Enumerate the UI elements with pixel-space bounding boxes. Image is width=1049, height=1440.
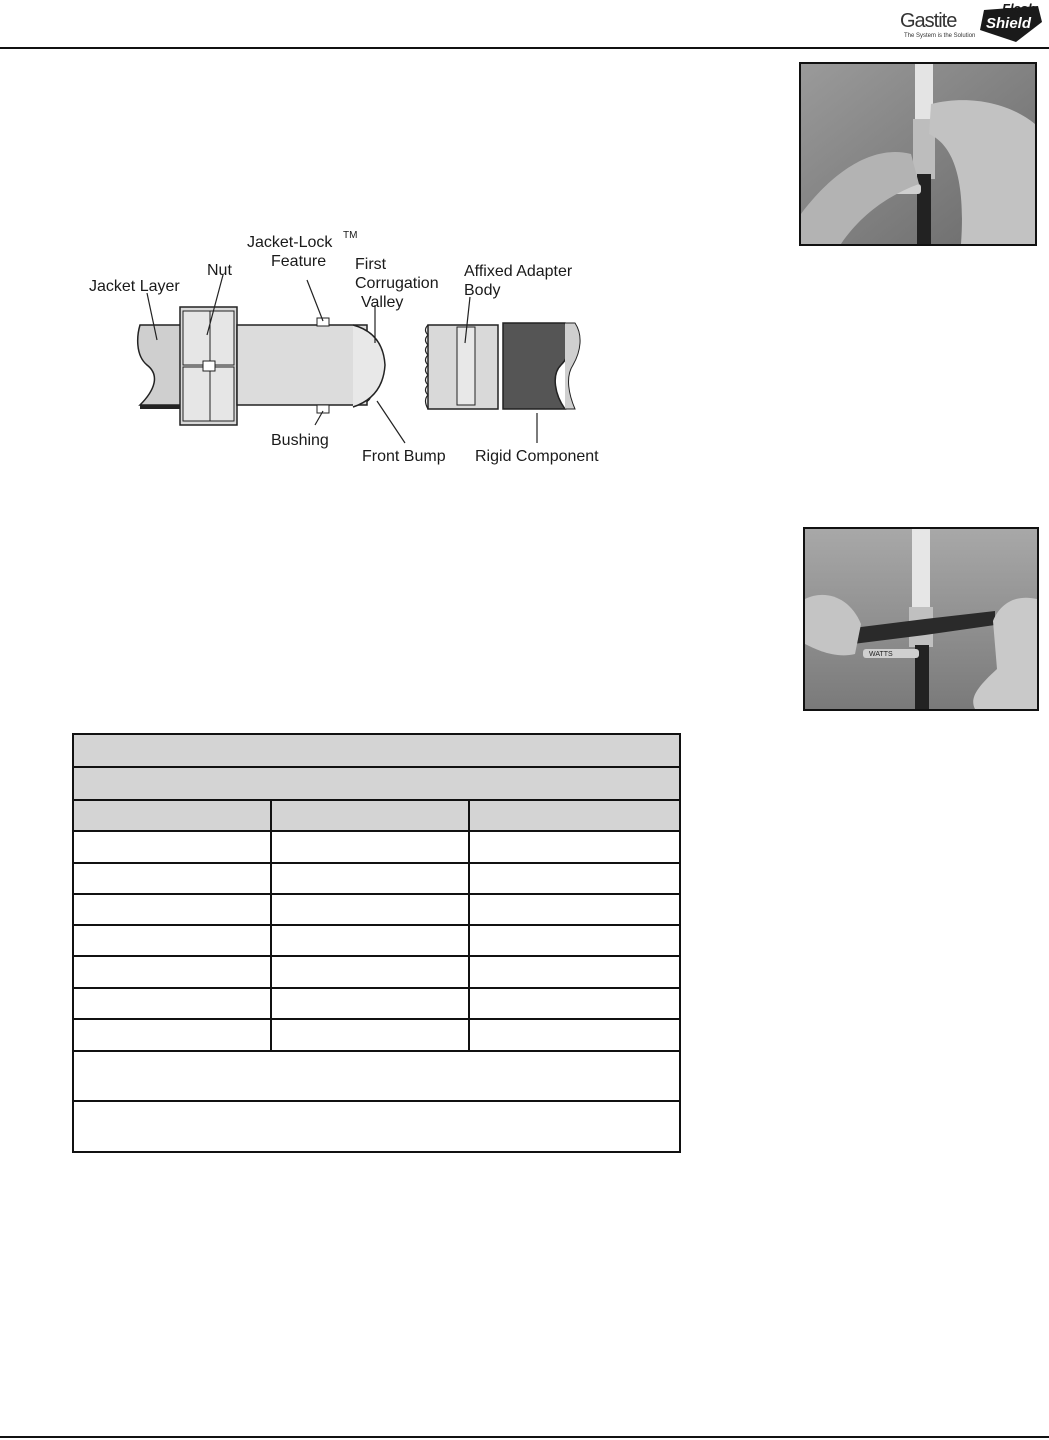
table-header-cell	[272, 801, 470, 830]
label-body: Body	[464, 282, 501, 299]
table-cell	[272, 864, 470, 893]
table-row	[74, 895, 679, 926]
table-header-cell	[74, 801, 272, 830]
table-cell	[74, 832, 272, 862]
label-rigid-component: Rigid Component	[475, 448, 599, 465]
header-rule	[0, 47, 1049, 49]
table-cell	[272, 989, 470, 1018]
table-cell	[74, 989, 272, 1018]
table-row	[74, 1020, 679, 1052]
table-row	[74, 926, 679, 957]
table-cell	[470, 864, 679, 893]
label-nut: Nut	[207, 262, 232, 279]
table-row	[74, 832, 679, 864]
table-cell	[272, 957, 470, 987]
table-cell	[470, 832, 679, 862]
table-subtitle-row	[74, 768, 679, 801]
table-title	[74, 735, 679, 766]
table-cell	[272, 926, 470, 955]
label-valley: Valley	[361, 294, 404, 311]
table-cell	[470, 895, 679, 924]
label-first: First	[355, 256, 387, 273]
gastite-wordmark: Gastite	[900, 10, 957, 32]
fitting-assembly-diagram	[85, 225, 625, 470]
table-note-row	[74, 1052, 679, 1102]
table-cell	[272, 1020, 470, 1050]
bottom-valve-label: WATTS	[869, 651, 893, 658]
label-jacket-layer: Jacket Layer	[89, 278, 180, 295]
label-jacket-lock: Jacket-Lock	[247, 234, 333, 251]
table-row	[74, 864, 679, 895]
table-cell	[74, 895, 272, 924]
table-cell	[470, 957, 679, 987]
table-row	[74, 989, 679, 1020]
table-cell	[272, 832, 470, 862]
table-cell	[272, 895, 470, 924]
label-bushing: Bushing	[271, 432, 329, 449]
footer-rule	[0, 1436, 1049, 1438]
table-subtitle	[74, 768, 679, 799]
label-affixed-adapter: Affixed Adapter	[464, 263, 573, 280]
gastite-tagline: The System is the Solution	[904, 33, 976, 39]
table-cell	[74, 926, 272, 955]
photo-wrench-tighten-fitting	[803, 527, 1039, 711]
table-row	[74, 957, 679, 989]
table-cell	[470, 1020, 679, 1050]
table-note	[74, 1052, 679, 1100]
photo-hand-tighten-fitting	[799, 62, 1037, 246]
flashshield-logo	[976, 0, 1046, 44]
table-cell	[470, 989, 679, 1018]
table-header-row	[74, 801, 679, 832]
label-front-bump: Front Bump	[362, 448, 446, 465]
table-title-row	[74, 735, 679, 768]
table-note	[74, 1102, 679, 1151]
label-feature: Feature	[271, 253, 327, 270]
table-note-row	[74, 1102, 679, 1151]
table-cell	[74, 957, 272, 987]
label-jacket-lock-tm: TM	[343, 230, 358, 241]
table-cell	[74, 864, 272, 893]
table-header-cell	[470, 801, 679, 830]
logo-shield-text: Shield	[986, 15, 1032, 32]
table-cell	[74, 1020, 272, 1050]
table-cell	[470, 926, 679, 955]
gastite-logo	[900, 8, 976, 42]
spec-table	[72, 733, 681, 1153]
logo-flash-text: Flash	[1002, 1, 1036, 16]
label-corrugation: Corrugation	[355, 275, 439, 292]
